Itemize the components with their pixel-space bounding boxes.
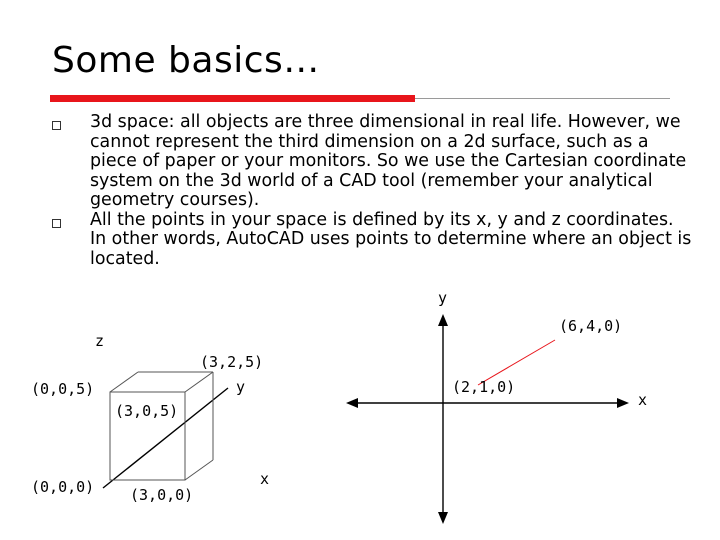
box-3d-diagram xyxy=(103,372,228,488)
bullet-text: 3d space: all objects are three dimensional in real life. However, we cannot represent the third dimension on a 2d surface, such as a piece of paper or your monitors. So we use the Cartesian coordinate system on the 3d world of a CAD tool (remember your analytical geometry courses). xyxy=(90,112,687,210)
point-label: (3,0,0) xyxy=(130,486,194,504)
point-label: (6,4,0) xyxy=(559,317,623,335)
y-axis-arrowhead-top xyxy=(438,314,448,326)
x-axis-label: x xyxy=(260,470,270,488)
bullet-text: All the points in your space is defined by its x, y and z coordinates. In other words, AutoCAD uses points to determine where an object is located. xyxy=(90,209,692,269)
box-edge xyxy=(185,372,213,392)
y-axis-label: y xyxy=(438,289,448,307)
cartesian-2d-diagram xyxy=(346,314,629,524)
slide-title: Some basics… xyxy=(52,40,320,81)
point-label: (0,0,5) xyxy=(31,380,95,398)
y-axis-label: y xyxy=(236,378,246,396)
y-axis-arrowhead-bottom xyxy=(438,512,448,524)
z-axis-label: z xyxy=(95,332,105,350)
box-edge xyxy=(110,372,138,392)
point-label: (0,0,0) xyxy=(31,478,95,496)
x-axis-arrowhead-left xyxy=(346,398,358,408)
x-axis-arrowhead-right xyxy=(617,398,629,408)
x-axis-label: x xyxy=(638,391,648,409)
point-label: (3,0,5) xyxy=(115,402,179,420)
point-label: (2,1,0) xyxy=(452,378,516,396)
point-label: (3,2,5) xyxy=(200,353,264,371)
box-edge xyxy=(185,460,213,480)
